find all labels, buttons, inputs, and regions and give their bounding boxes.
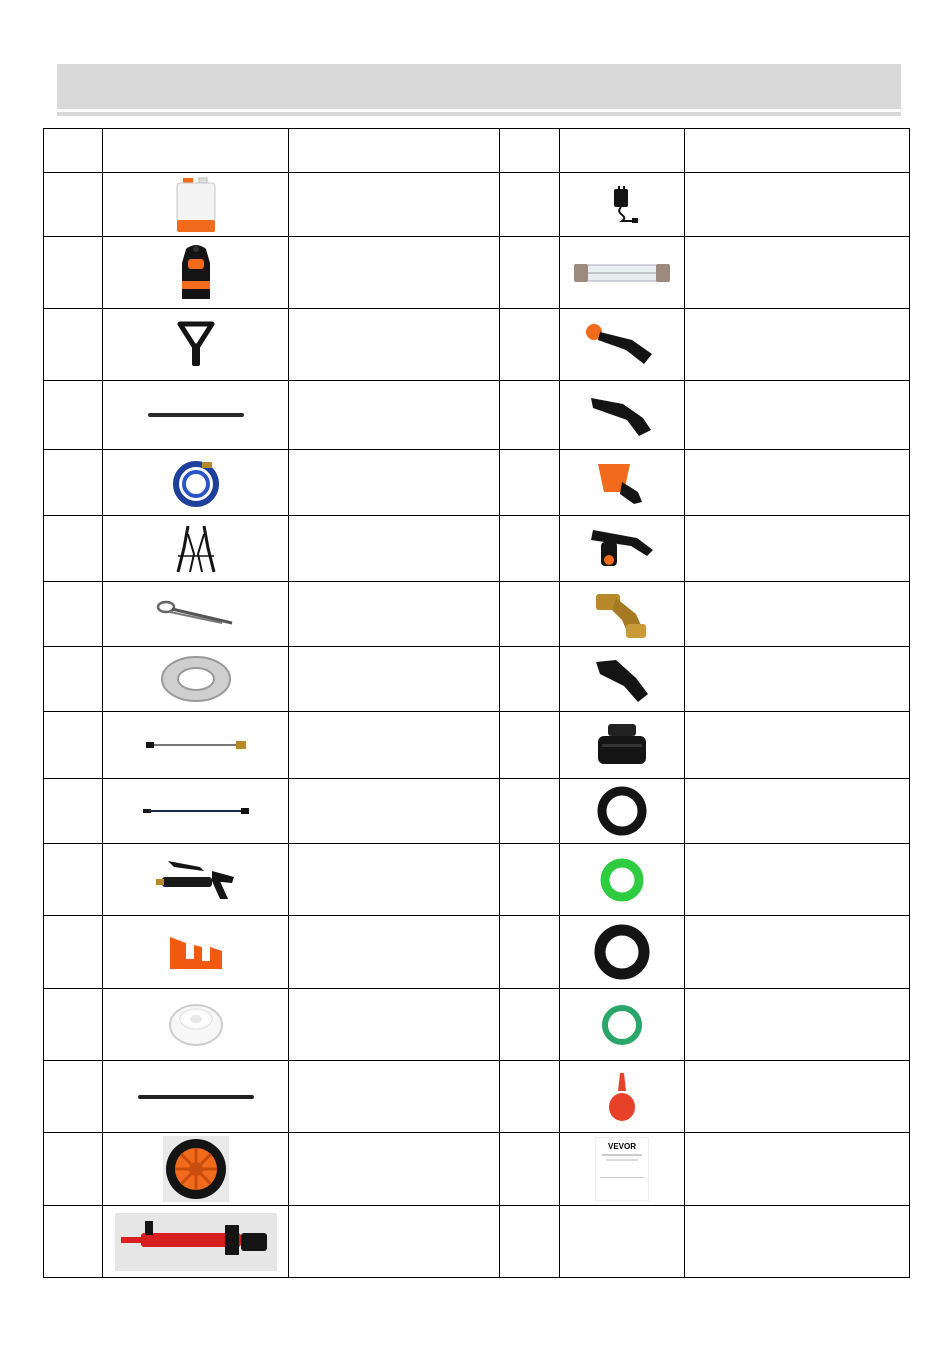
part-image-cell [560,647,685,712]
table-row [44,450,910,516]
part-name [289,309,500,381]
table-row [44,844,910,916]
part-name [289,712,500,779]
part-image-cell [560,516,685,582]
table-row [44,237,910,309]
part-image-cell [560,844,685,916]
bulb-icon [604,1071,640,1123]
parts-table [43,128,910,1278]
part-number [500,844,560,916]
part-name [289,237,500,309]
part-number [44,381,103,450]
part-number [500,916,560,989]
brass-nozzle-icon [592,586,652,642]
part-name [289,1133,500,1206]
part-name [685,237,910,309]
part-name [685,989,910,1061]
part-image-cell [103,582,289,647]
part-number [500,450,560,516]
table-row [44,989,910,1061]
part-image-cell [103,916,289,989]
col-header-image-right [560,129,685,173]
table-row [44,647,910,712]
part-number [500,582,560,647]
table-row [44,582,910,647]
part-name [289,1206,500,1278]
part-name [685,647,910,712]
part-number [500,237,560,309]
part-number [500,173,560,237]
part-image-cell [560,1206,685,1278]
part-number [44,1061,103,1133]
part-name [289,844,500,916]
part-name [685,309,910,381]
part-image-cell [560,989,685,1061]
part-number [500,1133,560,1206]
part-number [44,844,103,916]
part-image-cell [560,712,685,779]
part-name [685,779,910,844]
clips-icon [176,524,216,574]
table-row [44,779,910,844]
part-name [685,582,910,647]
pump-icon [115,1213,277,1271]
manual-brand: VEVOR [607,1142,636,1151]
nozzle-double-icon [587,524,657,574]
part-name [685,1061,910,1133]
washer-icon [158,653,234,705]
part-image-cell [103,237,289,309]
part-name [685,516,910,582]
part-name [289,989,500,1061]
part-name [289,450,500,516]
part-name [685,916,910,989]
nozzle-short-icon [592,654,652,704]
col-header-no-left [44,129,103,173]
table-row [44,516,910,582]
part-number [500,989,560,1061]
part-number [500,309,560,381]
col-header-name-left [289,129,500,173]
nozzle-orange-icon [582,320,662,370]
col-header-no-right [500,129,560,173]
rod-icon [146,410,246,420]
part-image-cell [560,173,685,237]
part-name [289,779,500,844]
part-image-cell [560,309,685,381]
part-number [44,1206,103,1278]
part-name [685,381,910,450]
part-number [44,779,103,844]
part-name [289,381,500,450]
part-name [685,450,910,516]
table-row [44,916,910,989]
cap-icon [594,720,650,770]
long-rod-icon [136,1092,256,1102]
part-number [44,516,103,582]
bracket-icon [166,929,226,975]
part-image-cell [103,173,289,237]
part-number [500,1061,560,1133]
table-row [44,712,910,779]
part-image-cell [103,712,289,779]
part-image-cell [103,1061,289,1133]
part-number [44,989,103,1061]
handle-icon [176,320,216,370]
part-image-cell [103,1133,289,1206]
part-number [500,779,560,844]
part-name [685,844,910,916]
part-name [289,516,500,582]
header-underline [57,112,901,116]
part-image-cell [103,779,289,844]
part-number [44,173,103,237]
teal-oring-icon [598,1001,646,1049]
black-oring-icon [596,785,648,837]
part-number [44,237,103,309]
spray-gun-icon [154,857,238,903]
tape-roll-icon [166,1001,226,1049]
part-image-cell [103,516,289,582]
part-name [289,1061,500,1133]
part-number [44,582,103,647]
part-image-cell [560,1133,685,1206]
part-number [500,647,560,712]
col-header-name-right [685,129,910,173]
table-header-row [44,129,910,173]
part-image-cell [560,582,685,647]
part-number [44,647,103,712]
part-image-cell [103,450,289,516]
part-image-cell [103,1206,289,1278]
part-number [44,1133,103,1206]
part-number [500,712,560,779]
table-row [44,381,910,450]
table-row [44,309,910,381]
col-header-image-left [103,129,289,173]
wand-icon [141,806,251,816]
green-oring-icon [598,856,646,904]
table-row [44,1061,910,1133]
wheel-icon [163,1136,229,1202]
part-image-cell [560,381,685,450]
part-name [685,173,910,237]
part-image-cell [103,989,289,1061]
hose-coil-icon [168,458,224,508]
part-number [44,309,103,381]
table-row [44,173,910,237]
part-image-cell [103,381,289,450]
part-image-cell [560,916,685,989]
part-name [289,582,500,647]
part-image-cell [560,779,685,844]
part-number [44,916,103,989]
black-ring-large-icon [593,923,651,981]
part-name [289,916,500,989]
part-image-cell [560,1061,685,1133]
part-image-cell [560,450,685,516]
part-number [500,516,560,582]
table-row [44,1133,910,1206]
wand-brass-icon [144,739,248,751]
part-name [685,1133,910,1206]
charger-icon [604,185,640,225]
part-name [289,173,500,237]
part-number [500,1206,560,1278]
part-image-cell [103,647,289,712]
part-number [500,381,560,450]
part-name [685,1206,910,1278]
backpack-frame-icon [176,243,216,303]
table-row [44,1206,910,1278]
manual-icon [595,1137,649,1201]
part-image-cell [103,309,289,381]
part-number [44,450,103,516]
part-image-cell [103,844,289,916]
nozzle-angled-icon [587,390,657,440]
part-image-cell [560,237,685,309]
nozzle-cone-icon [594,458,650,508]
cotter-pin-icon [156,599,236,629]
fuse-icon [572,261,672,285]
part-number [44,712,103,779]
section-header-bar [57,64,901,109]
part-name [685,712,910,779]
part-name [289,647,500,712]
tank-icon [171,176,221,234]
